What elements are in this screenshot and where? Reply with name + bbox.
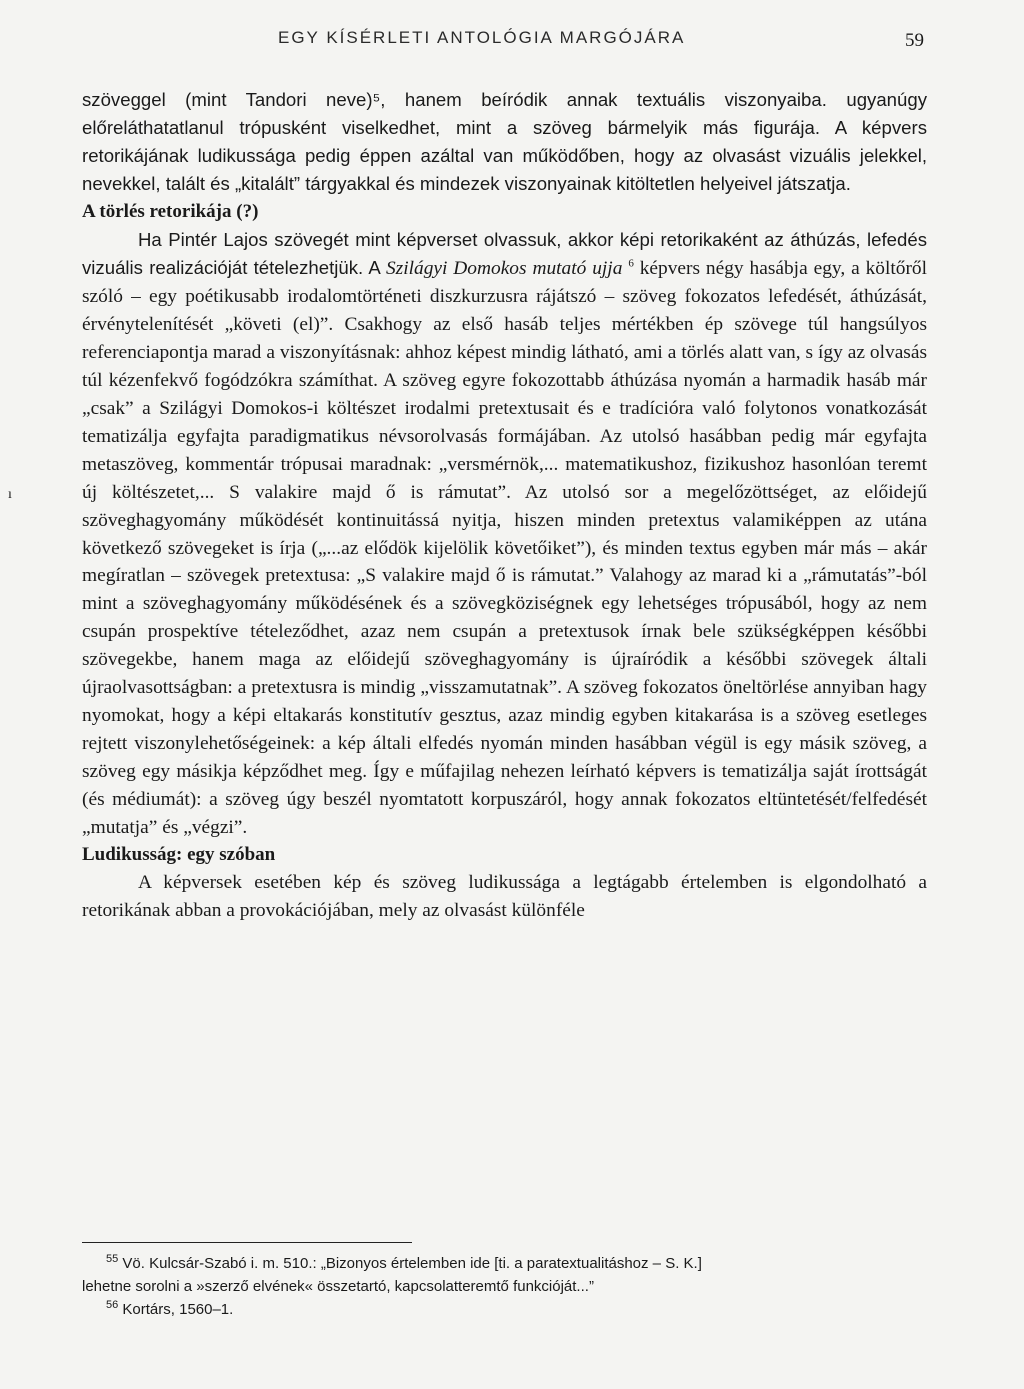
paragraph-1: szöveggel (mint Tandori neve)⁵, hanem beíródik annak textuális viszonyaiba. ugyanúgy előreláthatatlanul trópusként viselkedhet, mint a szöveg bármelyik más figurája. A képvers retorikájának ludikussága pedig éppen azáltal van működőben, hogy az olvasást vizuális jelekkel, nevekkel, talált és „kitalált” tárgyakkal és mindezek viszonyainak kitöltetlen helyeivel játszatja.	[82, 89, 927, 194]
footnote-ref-6: 6	[628, 257, 634, 270]
body-text	[82, 86, 927, 925]
footnote-56-number: 56	[106, 1299, 119, 1311]
footnote-55-number: 55	[106, 1253, 119, 1265]
page-header	[0, 28, 1024, 58]
footnote-56	[82, 1298, 927, 1321]
section-heading-ludikussag: Ludikusság: egy szóban	[82, 844, 276, 866]
margin-mark: ı	[8, 487, 12, 502]
footnote-separator	[82, 1242, 412, 1243]
paragraph-2-lead: Ha Pintér Lajos szövegét mint képverset olvassuk, akkor képi retorikaként az áthúzás, lefedés vizuális realizációját tételezhetjük. A	[82, 228, 927, 279]
paragraph-2-body: képvers négy hasábja egy, a költőről szóló – egy poétikusabb irodalomtörténeti diszkurzusra rájátszó – szöveg fokozatos lefedését, áthúzását, érvénytelenítését „követi (el)”. Csakhogy az első hasáb teljes mértékben ép szövege túl hangsúlyos referenciapontja marad a viszonyításnak: ahhoz képest mindig látható, ami a törlés alatt van, s így az olvasás túl kézenfekvő fogódzókra számíthat. A szöveg egyre fokozottabb áthúzása nyomán a harmadik hasáb már „csak” a Szilágyi Domokos-i költészet irodalmi pretextusait és e tradícióra való folytonos vonatkozását tematizálja egyfajta paradigmatikus névsorolvasás formájában. Az utolsó hasábban pedig már egyfajta metaszöveg, kommentár trópusai maradnak: „versmérnök,... matematikushoz, fizikushoz hasonlóan teremt új költészetet,... S valakire majd ő is rámutat”. Az utolsó sor a megelőzöttséget, az előidejű szöveghagyomány működését kontinuitássá nyitja, hiszen minden pretextus valamiképpen az utána következő szövegeket is írja („...az elődök kijelölik követőiket”), és minden textus egyben már más – akár megíratlan – szövegek pretextusa: „S valakire majd ő is rámutat.” Valahogy az marad ki a „rámutatás”-ból mint a szöveghagyomány működésének és a szövegköziségnek egy lehetséges trópusából, hogy az nem csupán prospektíve tételeződhet, azaz nem csupán a pretextusok írnak bele szükségképpen későbbi szövegekbe, hanem maga az előidejű szöveghagyomány is újraíródik a későbbi szövegek általi újraolvasottságban: a pretextusra is mindig „visszamutatnak”. A szöveg fokozatos öneltörlése annyiban hagy nyomokat, hogy a képi eltakarás konstitutív gesztus, azaz mindig egyben kitakarása is a szöveg esetleges rejtett viszonylehetőségeinek: a kép általi elfedés nyomán minden hasábban végül is egy másik szöveg, a szöveg egy másikja képződhet meg. Így e műfajilag nehezen leírható képvers is tematizálja saját írottságát (és médiumát): a szöveg úgy beszél nyomtatott korpuszáról, hogy annak fokozatos eltüntetését/felfedését „mutatja” és „végzi”.	[82, 258, 927, 838]
footnotes	[82, 1252, 927, 1321]
footnote-55-continuation: lehetne sorolni a »szerző elvének« összetartó, kapcsolatteremtő funkcióját...”	[82, 1278, 594, 1295]
footnote-56-text: Kortárs, 1560–1.	[118, 1301, 234, 1318]
paragraph-3: A képversek esetében kép és szöveg ludikussága a legtágabb értelemben is elgondolható a retorikának abban a provokációjában, mely az olvasást különféle	[82, 872, 927, 922]
paragraph-2	[82, 226, 927, 842]
page-number: 59	[905, 30, 924, 51]
running-title: EGY KÍSÉRLETI ANTOLÓGIA MARGÓJÁRA	[278, 28, 686, 47]
footnote-55	[82, 1252, 927, 1275]
section-heading-torles: A törlés retorikája (?)	[82, 200, 259, 222]
footnote-55-line1: Vö. Kulcsár-Szabó i. m. 510.: „Bizonyos értelemben ide [ti. a paratextualitáshoz – S. K.]	[118, 1255, 702, 1272]
poem-title: Szilágyi Domokos mutató ujja	[385, 258, 623, 280]
